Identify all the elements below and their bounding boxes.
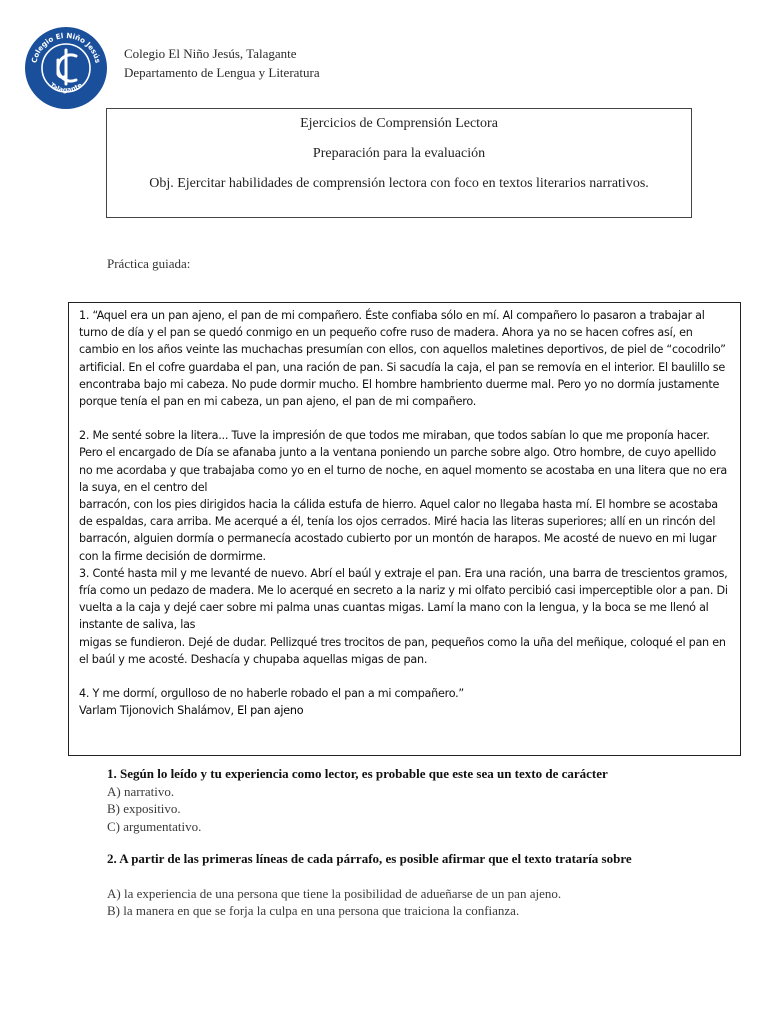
question-2-option-b: B) la manera en que se forja la culpa en una persona que traiciona la confianza. (107, 903, 520, 918)
school-logo (24, 26, 108, 110)
paragraph-1: 1. “Aquel era un pan ajeno, el pan de mi compañero. Éste confiaba sólo en mí. Al compañero lo pasaron a trabajar al turno de día y el pan se quedó conmigo en un pequeño cofre ruso de madera. Ahora ya no se hacen cofres así, en cambio en los años veinte las muchachas presumían con ellos, con aquellos maletines deportivos, de piel de “cocodrilo” artificial. En el cofre guardaba el pan, una ración de pan. Si sacudía la caja, el pan se removía en el interior. El baulillo se encontraba bajo mi cabeza. No pude dormir mucho. El hombre hambriento duerme mal. Pero yo no dormía justamente porque tenía el pan en mi cabeza, un pan ajeno, el pan de mi compañero. (79, 309, 726, 409)
question-2 (107, 850, 632, 920)
question-2-option-a: A) la experiencia de una persona que tiene la posibilidad de adueñarse de un pan ajeno. (107, 885, 562, 901)
paragraph-2a: 2. Me senté sobre la litera... Tuve la impresión de que todos me miraban, que todos sabían lo que me proponía hacer. Pero el encargado de Día se afanaba junto a la ventana poniendo un parche sobre algo. Otro hombre, de cuyo apellido no me acordaba y que trabajaba como yo en el turno de noche, en aquel momento se acostaba en una litera que no era la suya, en el centro del (79, 429, 727, 494)
question-1-option-b: B) expositivo. (107, 801, 181, 816)
question-2-stem: 2. A partir de las primeras líneas de cada párrafo, es posible afirmar que el texto trataría sobre (107, 851, 632, 866)
paragraph-4: 4. Y me dormí, orgulloso de no haberle robado el pan a mi compañero.” (79, 687, 464, 701)
question-1 (107, 765, 608, 835)
attribution (79, 702, 730, 719)
school-name: Colegio El Niño Jesús, Talagante (124, 46, 297, 61)
author-name: Varlam Tijonovich Shalámov, (79, 704, 234, 718)
objective-line: Obj. Ejercitar habilidades de comprensión lectora con foco en textos literarios narrativos. (149, 176, 649, 191)
question-1-stem: 1. Según lo leído y tu experiencia como lector, es probable que este sea un texto de carácter (107, 766, 608, 781)
paragraph-2b: barracón, con los pies dirigidos hacia la cálida estufa de hierro. Aquel calor no llegaba hasta mí. El hombre se acostaba de espaldas, cara arriba. Me acerqué a él, tenía los ojos cerrados. Miré hacia las literas superiores; allí en un rincón del barracón, alguien dormía o permanecía acostado cubierto por un montón de harapos. Me acosté de nuevo en mi lugar con la firme decisión de dormirme. (79, 498, 718, 563)
paragraph-3b: migas se fundieron. Dejé de dudar. Pellizqué tres trocitos de pan, pequeños como la uña del meñique, coloqué el pan en el baúl y me acosté. Deshacía y chupaba aquellas migas de pan. (79, 635, 726, 666)
work-title: El pan ajeno (237, 704, 304, 718)
title-line-1: Ejercicios de Comprensión Lectora (300, 116, 498, 131)
logo-bottom-text: Talagante (48, 81, 84, 95)
question-1-option-a: A) narrativo. (107, 783, 175, 799)
question-1-option-c: C) argumentativo. (107, 818, 202, 834)
reading-passage (68, 302, 741, 756)
paragraph-3a: 3. Conté hasta mil y me levanté de nuevo. Abrí el baúl y extraje el pan. Era una ración, una barra de trescientos gramos, fría como un pedazo de madera. Me lo acerqué en secreto a la nariz y mi olfato percibió casi imperceptible olor a pan. Di vuelta a la caja y dejé caer sobre mi palma unas cuantas migas. Lamí la mano con la lengua, y la boca se me llenó al instante de saliva, las (79, 566, 728, 632)
logo-ring-text: Colegio El Niño Jesús (29, 30, 103, 64)
title-box (106, 108, 692, 218)
title-line-2: Preparación para la evaluación (312, 146, 486, 161)
section-label: Práctica guiada: (107, 256, 191, 271)
department-name: Departamento de Lengua y Literatura (124, 65, 320, 80)
